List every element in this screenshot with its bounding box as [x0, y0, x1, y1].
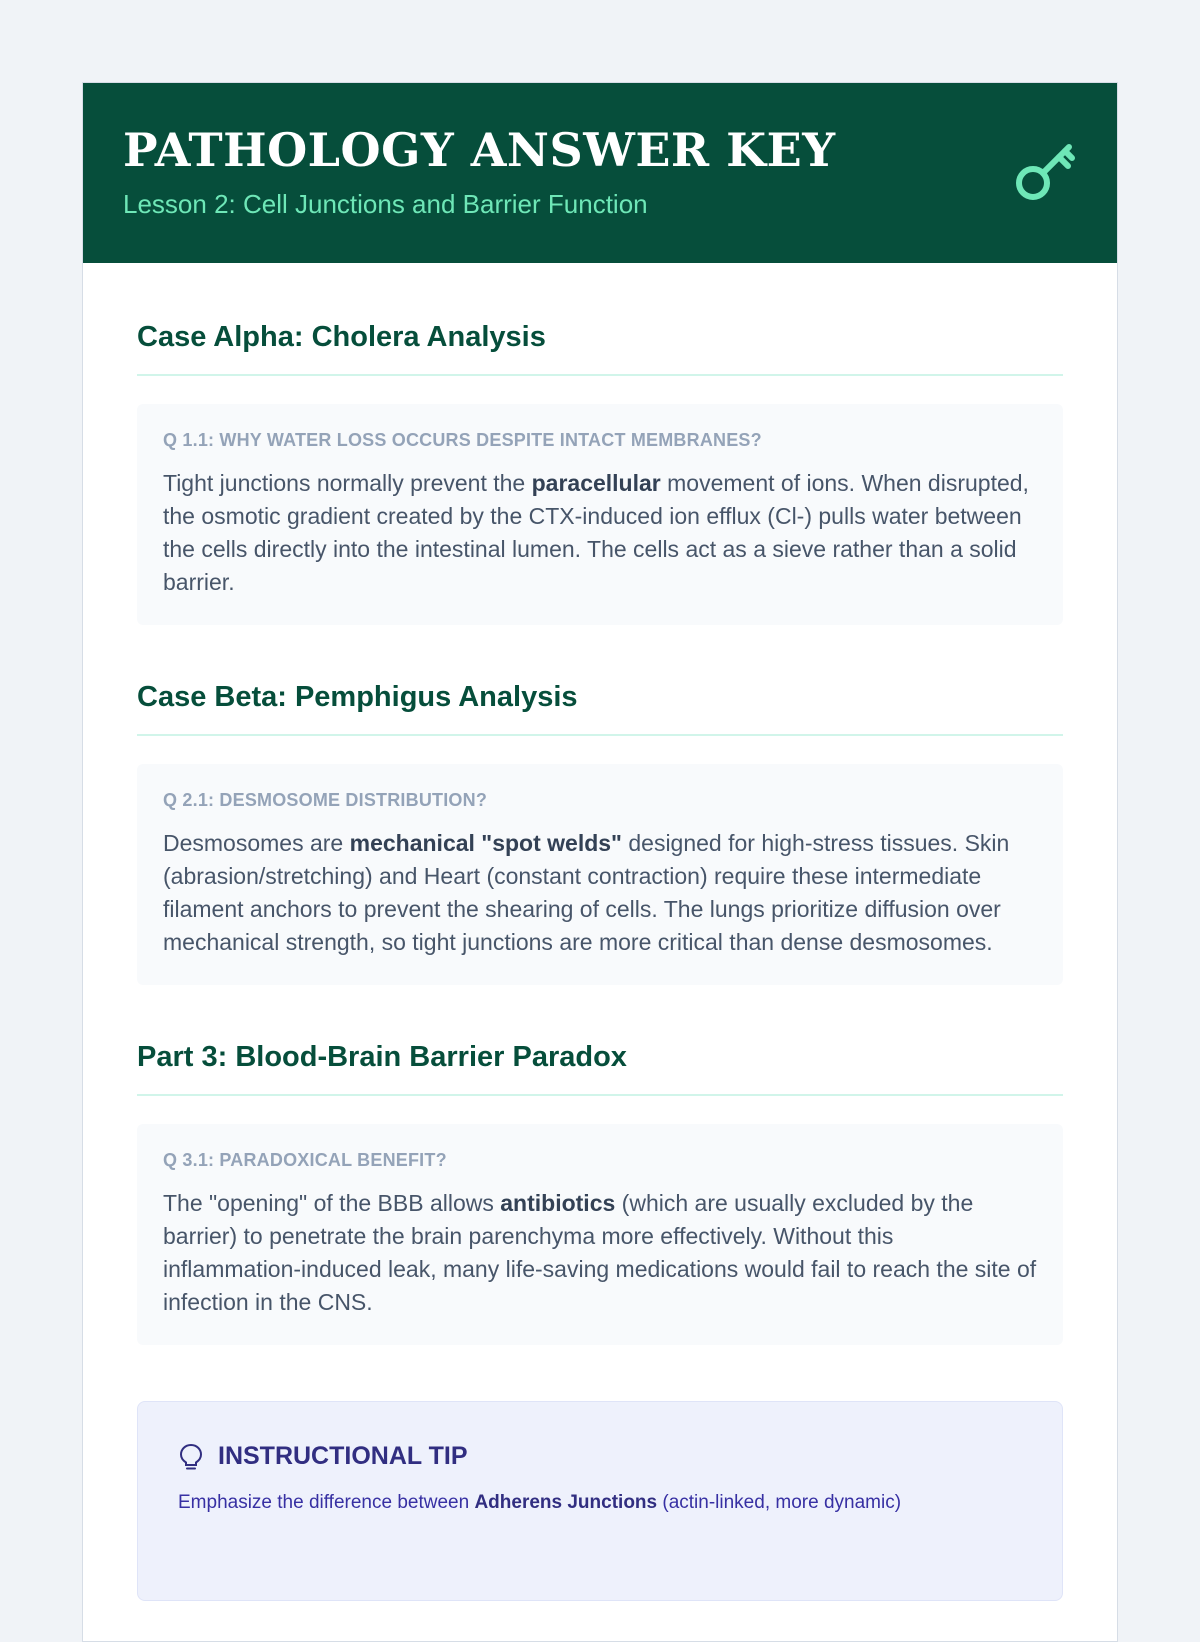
tip-title: INSTRUCTIONAL TIP — [218, 1442, 468, 1470]
lightbulb-icon — [178, 1443, 204, 1471]
question-label: Q 3.1: PARADOXICAL BENEFIT? — [163, 1150, 447, 1170]
section-cholera — [137, 321, 1063, 625]
content — [83, 263, 1117, 1601]
answer-text-end: designed for high-stress tissues. Skin (abrasion/stretching) and Heart (constant contraction) require these intermediate filament anchors to prevent the shearing of cells. The lungs prioritize diffusion over mechanical strength, so tight junctions are more critical than dense desmosomes. — [163, 830, 1010, 955]
answer-emphasis: mechanical "spot welds" — [349, 830, 622, 856]
section-title: Part 3: Blood-Brain Barrier Paradox — [137, 1041, 1063, 1096]
tip-header — [178, 1442, 1022, 1471]
answer-box — [137, 1124, 1063, 1345]
answer-text-start: Tight junctions normally prevent the — [163, 470, 532, 496]
answer-box — [137, 764, 1063, 985]
instructional-tip — [137, 1401, 1063, 1601]
tip-text-start: Emphasize the difference between — [178, 1492, 475, 1513]
header — [83, 83, 1117, 263]
tip-text-end: (actin-linked, more dynamic) — [657, 1492, 902, 1513]
section-title: Case Alpha: Cholera Analysis — [137, 321, 1063, 376]
tip-text — [178, 1489, 1022, 1517]
page-title: PATHOLOGY ANSWER KEY — [123, 123, 836, 177]
tip-emphasis: Adherens Junctions — [474, 1492, 658, 1513]
section-pemphigus — [137, 681, 1063, 985]
answer-box — [137, 404, 1063, 625]
page-subtitle: Lesson 2: Cell Junctions and Barrier Function — [123, 189, 648, 219]
answer-emphasis: antibiotics — [500, 1190, 616, 1216]
answer-text-start: Desmosomes are — [163, 830, 350, 856]
key-icon — [1013, 139, 1077, 203]
section-title: Case Beta: Pemphigus Analysis — [137, 681, 1063, 736]
question-label: Q 1.1: WHY WATER LOSS OCCURS DESPITE INTACT MEMBRANES? — [163, 430, 762, 450]
answer-key-card — [82, 82, 1118, 1642]
answer-text-start: The "opening" of the BBB allows — [163, 1190, 501, 1216]
question-label: Q 2.1: DESMOSOME DISTRIBUTION? — [163, 790, 488, 810]
answer-text — [163, 1187, 1037, 1319]
answer-emphasis: paracellular — [531, 470, 661, 496]
section-bbb — [137, 1041, 1063, 1345]
answer-text — [163, 827, 1037, 959]
answer-text-end: movement of ions. When disrupted, the osmotic gradient created by the CTX-induced ion efflux (Cl-) pulls water between the cells directly into the intestinal lumen. The cells act as a sieve rather than a solid barrier. — [163, 470, 1029, 595]
answer-text — [163, 467, 1037, 599]
answer-text-end: (which are usually excluded by the barrier) to penetrate the brain parenchyma more effectively. Without this inflammation-induced leak, many life-saving medications would fail to reach the site of infection in the CNS. — [163, 1190, 1037, 1315]
